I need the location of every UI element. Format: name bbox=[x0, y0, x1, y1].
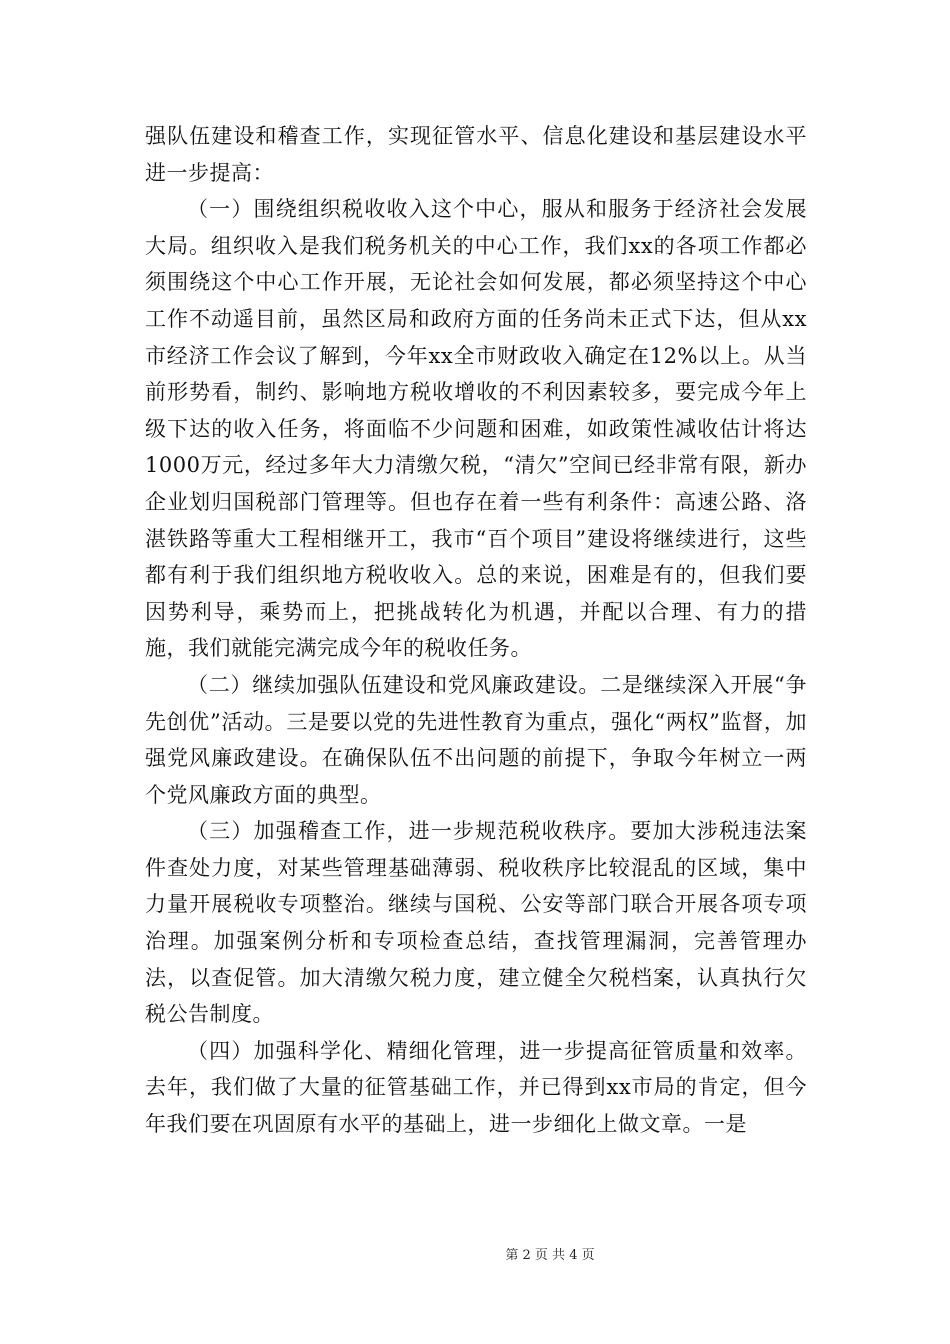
paragraph-continuation: 强队伍建设和稽查工作，实现征管水平、信息化建设和基层建设水平进一步提高： bbox=[145, 124, 807, 185]
paragraph-section-4: （四）加强科学化、精细化管理，进一步提高征管质量和效率。去年，我们做了大量的征管基础工作，并已得到xx市局的肯定，但今年我们要在巩固原有水平的基础上，进一步细化上做文章。一是 bbox=[145, 1038, 807, 1137]
paragraph-section-3: （三）加强稽查工作，进一步规范税收秩序。要加大涉税违法案件查处力度，对某些管理基础薄弱、税收秩序比较混乱的区域，集中力量开展税收专项整治。继续与国税、公安等部门联合开展各项专项治理。加强案例分析和专项检查总结，查找管理漏洞，完善管理办法，以查促管。加大清缴欠税力度，建立健全欠税档案，认真执行欠税公告制度。 bbox=[145, 819, 807, 1027]
page-number-footer: 第 2 页 共 4 页 bbox=[505, 1248, 595, 1263]
body-text bbox=[145, 118, 807, 1143]
paragraph-section-1: （一）围绕组织税收收入这个中心，服从和服务于经济社会发展大局。组织收入是我们税务机关的中心工作，我们xx的各项工作都必须围绕这个中心工作开展，无论社会如何发展，都必须坚持这个中心工作不动遥目前，虽然区局和政府方面的任务尚未正式下达，但从xx市经济工作会议了解到，今年xx全市财政收入确定在12%以上。从当前形势看，制约、影响地方税收增收的不利因素较多，要完成今年上级下达的收入任务，将面临不少问题和困难，如政策性减收估计将达1000万元，经过多年大力清缴欠税，“清欠”空间已经非常有限，新办企业划归国税部门管理等。但也存在着一些有利条件：高速公路、洛湛铁路等重大工程相继开工，我市“百个项目”建设将继续进行，这些都有利于我们组织地方税收收入。总的来说，困难是有的，但我们要因势利导，乘势而上，把挑战转化为机遇，并配以合理、有力的措施，我们就能完满完成今年的税收任务。 bbox=[145, 197, 807, 661]
paragraph-section-2: （二）继续加强队伍建设和党风廉政建设。二是继续深入开展“争先创优”活动。三是要以党的先进性教育为重点，强化“两权”监督，加强党风廉政建设。在确保队伍不出问题的前提下，争取今年树立一两个党风廉政方面的典型。 bbox=[145, 672, 807, 807]
